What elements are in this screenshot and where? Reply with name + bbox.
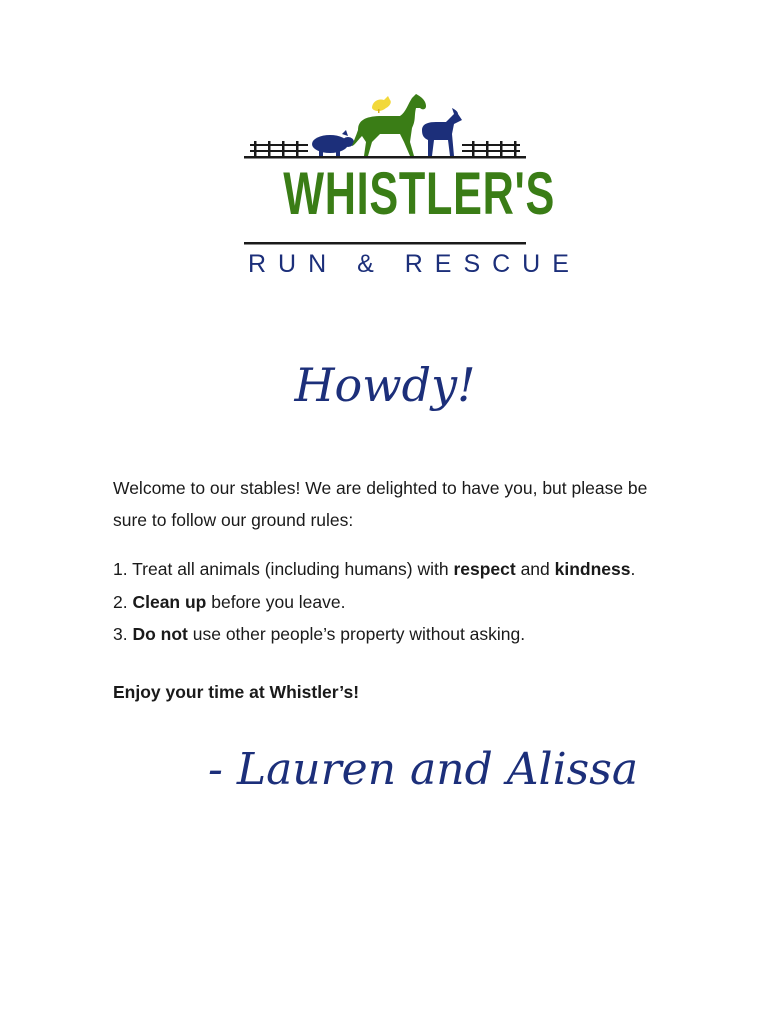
logo-title: WHISTLER'S (283, 160, 556, 227)
rule-text: . (630, 559, 636, 579)
ground-rules-list (113, 553, 693, 651)
rule-emphasis: kindness (554, 559, 631, 579)
greeting-heading: Howdy! (294, 358, 476, 412)
pig-icon (312, 130, 354, 156)
rule-emphasis: respect (453, 559, 516, 579)
rule-emphasis: Do not (132, 624, 188, 644)
rule-number: 2. (113, 591, 133, 612)
chicken-icon (372, 96, 391, 113)
rule-text: use other people’s property without asking. (187, 624, 526, 644)
goat-icon (422, 108, 462, 156)
rule-text: Treat all animals (including humans) with (132, 559, 454, 579)
signature: - Lauren and Alissa (208, 744, 639, 795)
rule-item (113, 618, 693, 651)
intro-paragraph: Welcome to our stables! We are delighted to have you, but please be sure to follow our ground rules: (113, 478, 648, 530)
rule-number: 3. (113, 624, 133, 644)
rule-number: 1. (113, 559, 133, 579)
rule-item (113, 586, 693, 619)
closing-line: Enjoy your time at Whistler’s! (113, 682, 360, 702)
rule-emphasis: Clean up (132, 591, 207, 612)
rule-text: before you leave. (206, 591, 346, 612)
rule-item (113, 553, 693, 586)
whistlers-logo (240, 84, 581, 284)
rule-text: and (515, 559, 555, 579)
logo-subtitle: RUN & RESCUE (248, 250, 581, 278)
